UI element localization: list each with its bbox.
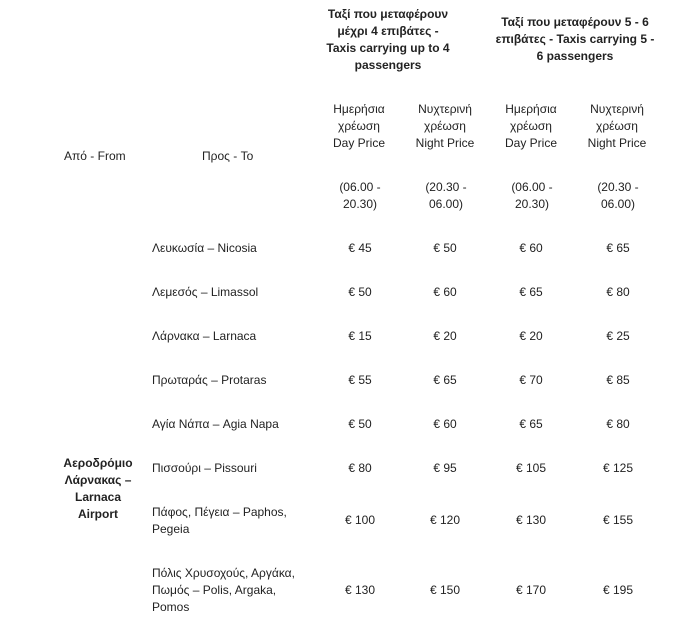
column-header-from: Από - From xyxy=(64,149,126,163)
destination-limassol: Λεμεσός – Limassol xyxy=(152,285,259,299)
hours-night-6: (20.30 - 06.00) xyxy=(597,180,639,211)
destination-paphos-pegeia: Πάφος, Πέγεια – Paphos, Pegeia xyxy=(152,505,287,536)
hours-day-6: (06.00 - 20.30) xyxy=(511,180,553,211)
destination-polis-argaka-pomos: Πόλις Χρυσοχούς, Αργάκα, Πωμός – Polis, Argaka, Pomos xyxy=(152,566,295,614)
price-night-6: € 155 xyxy=(602,513,634,527)
price-night-4: € 120 xyxy=(429,513,461,527)
price-night-6: € 65 xyxy=(606,241,630,255)
destination-nicosia: Λευκωσία – Nicosia xyxy=(152,241,257,255)
destination-agia-napa: Αγία Νάπα – Agia Napa xyxy=(152,417,279,431)
price-day-6: € 60 xyxy=(519,241,543,255)
price-day-6: € 130 xyxy=(515,513,547,527)
price-day-4: € 45 xyxy=(348,241,372,255)
price-night-4: € 50 xyxy=(433,241,457,255)
price-night-6: € 85 xyxy=(606,373,630,387)
price-day-4: € 15 xyxy=(348,329,372,343)
hours-night-4: (20.30 - 06.00) xyxy=(425,180,467,211)
price-day-4: € 50 xyxy=(348,417,372,431)
price-day-4: € 100 xyxy=(344,513,376,527)
group-header-up-to-4: Ταξί που μεταφέρουν μέχρι 4 επιβάτες - Taxis carrying up to 4 passengers xyxy=(326,7,450,72)
destination-protaras: Πρωταράς – Protaras xyxy=(152,373,267,387)
price-day-6: € 105 xyxy=(515,461,547,475)
column-header-to: Προς - To xyxy=(202,149,254,163)
column-header-day-price-6: Ημερήσια χρέωση Day Price xyxy=(504,102,557,150)
group-header-5-6: Ταξί που μεταφέρουν 5 - 6 επιβάτες - Taxis carrying 5 - 6 passengers xyxy=(495,15,655,63)
destination-larnaca: Λάρνακα – Larnaca xyxy=(152,329,257,343)
price-night-6: € 195 xyxy=(602,583,634,597)
price-day-6: € 65 xyxy=(519,417,543,431)
price-day-6: € 170 xyxy=(515,583,547,597)
price-day-6: € 20 xyxy=(519,329,543,343)
price-day-6: € 65 xyxy=(519,285,543,299)
price-night-6: € 80 xyxy=(606,417,630,431)
price-night-4: € 95 xyxy=(433,461,457,475)
price-day-4: € 80 xyxy=(348,461,372,475)
price-day-4: € 55 xyxy=(348,373,372,387)
price-night-6: € 125 xyxy=(602,461,634,475)
column-header-night-price-6: Νυχτερινή χρέωση Night Price xyxy=(587,102,647,150)
destination-pissouri: Πισσούρι – Pissouri xyxy=(152,461,257,475)
hours-day-4: (06.00 - 20.30) xyxy=(339,180,381,211)
column-header-day-price-4: Ημερήσια χρέωση Day Price xyxy=(332,102,385,150)
price-night-4: € 150 xyxy=(429,583,461,597)
price-night-4: € 60 xyxy=(433,417,457,431)
price-night-6: € 80 xyxy=(606,285,630,299)
column-header-night-price-4: Νυχτερινή χρέωση Night Price xyxy=(415,102,475,150)
origin-cell: Αεροδρόμιο Λάρνακας – Larnaca Airport xyxy=(63,456,133,521)
price-day-4: € 130 xyxy=(344,583,376,597)
price-night-6: € 25 xyxy=(606,329,630,343)
price-night-4: € 20 xyxy=(433,329,457,343)
price-day-6: € 70 xyxy=(519,373,543,387)
price-night-4: € 60 xyxy=(433,285,457,299)
price-night-4: € 65 xyxy=(433,373,457,387)
price-day-4: € 50 xyxy=(348,285,372,299)
